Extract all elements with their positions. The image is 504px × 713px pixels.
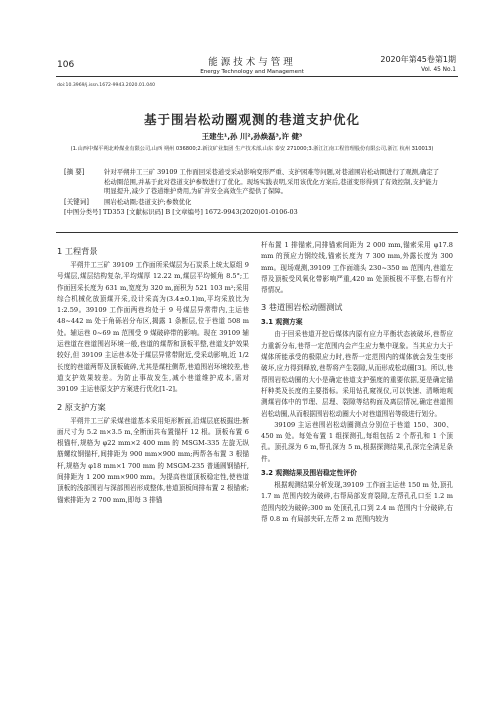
paragraph: 平朔井工三矿采煤巷道基本采用矩形断面,沿煤层底板掘进;断面尺寸为 5.2 m×3.5 m,全断面共布置锚杆 12 根。顶板布置 6 根锚杆,规格为 φ22 mm×2 400 mm 的 MSGM-335 左旋无纵筋螺纹钢锚杆,间排距为 900 mm×900 mm;两帮各布置 3 根锚杆,规格为 φ18 mm×1 700 mm 的 MSGM-235 普通圆钢锚杆,间排距为 1 200 mm×900 mm。为提高巷道顶板稳定性,使巷道顶板的浅部围岩与深部围岩形成整体,巷道顶板间排布置 2 根锚索;锚索排距为 2 700 mm,即每 3 排锚 bbox=[57, 416, 249, 504]
journal-name-en: Energy Technology and Management bbox=[200, 69, 304, 75]
paragraph: 平朔井工三矿 39109 工作面所采煤层为石炭系上统太原组 9 号煤层,煤层结构复杂,平均煤厚 12.22 m,煤层平均倾角 8.5°;工作面回采长度为 631 m,宽度为 320 m,面积为 521 103 m²;采用综合机械化放顶煤开采,设计采高为(3.4±0.1)m,平均采放比为 1:2.59。39109 工作面两巷均处于 9 号煤层异常带内,主运巷 48~442 m 处于角砾岩分布区,揭露 1 条断层,位于巷道 508 m 处。辅运巷 0~69 m 范围受 9 煤破碎带的影响。现在 39109 辅运巷道在巷道围岩环境一般,巷道的煤帮和顶板平整,巷道支护效果较好,但 39109 主运巷本处于煤层异常带附近,受采动影响,近 1/2 长度的巷道两帮及顶板破碎,尤其是煤柱侧帮,巷道围岩环境较差,巷道支护效果较差。为防止事故发生,减小巷道维护成本,需对 39109 主运巷原支护方案进行优化[1-2]。 bbox=[57, 261, 249, 394]
abstract-text: 针对平朔井工三矿 39109 工作面回采巷道受采动影响变形严重、支护困难等问题,对巷道围岩松动圈进行了观测,确定了松动圈范围,并基于此对巷道支护参数进行了优化。现场实践表明,采用该优化方案后,巷道变形得到了有效控制,支护能力明显提升,减少了巷道维护费用,为矿井安全高效生产提供了保障。 bbox=[104, 168, 440, 196]
body-divider bbox=[56, 232, 458, 233]
doi: doi:10.3969/j.issn.1672-9943.2020.01.040 bbox=[57, 83, 155, 88]
left-column bbox=[57, 240, 249, 506]
keywords-text: 围岩松动圈;巷道支护;参数优化 bbox=[104, 197, 192, 206]
issue-info bbox=[380, 54, 456, 73]
journal-name-cn: 能源技术与管理 bbox=[208, 57, 296, 68]
abstract-label: [摘 要] bbox=[64, 168, 85, 176]
issue-en: Vol. 45 No.1 bbox=[421, 67, 456, 73]
section-heading: 3 巷道围岩松动圈测试 bbox=[261, 302, 343, 313]
article-affiliations: (1.山西中煤平朔北岭煤业有限公司,山西 朔州 036800;2.新汶矿业集团 生产技术部,山东 泰安 271000;3.浙江江南工程管理股份有限公司,浙江 杭州 310013) bbox=[70, 146, 434, 152]
article-authors: 王建生¹,孙 川²,孙焕磊³,许 健³ bbox=[201, 132, 303, 141]
right-column bbox=[261, 240, 453, 525]
section-heading: 2 原支护方案 bbox=[57, 401, 106, 412]
classification-line: [中图分类号] TD353 [文献标识码] B [文章编号] 1672-9943(2020)01-0106-03 bbox=[64, 208, 298, 217]
subsection-heading: 3.2 观测结果及围岩稳定性评价 bbox=[261, 469, 357, 478]
page-number: 106 bbox=[57, 60, 75, 70]
abstract-block bbox=[64, 168, 444, 218]
paragraph: 根据观测结果分析发现,39109 工作面主运巷 150 m 处,顶孔 1.7 m 范围内较为破碎,右帮局部发育裂隙,左帮孔孔口至 1.2 m 范围内较为破碎;300 m 处顶孔孔口到 2.4 m 范围内十分破碎,右帮 0.8 m 有局部夹矸,左帮 2 m 范围内较为 bbox=[261, 481, 453, 523]
paragraph: 杆布置 1 排锚索,同排锚索间距为 2 000 mm,锚索采用 φ17.8 mm 的预应力钢绞线,锚索长度为 7 300 mm,外露长度为 300 mm。现场观测,39109 工作面端头 230~350 m 范围内,巷道左帮及顶板受风氧化带影响严重,420 m 处顶板极不平整,右帮有片帮情况。 bbox=[261, 241, 453, 295]
header-divider bbox=[56, 76, 458, 77]
keywords-label: [关键词] bbox=[64, 197, 89, 206]
section-heading: 1 工程背景 bbox=[57, 246, 98, 256]
article-title: 基于围岩松动圈观测的巷道支护优化 bbox=[143, 112, 360, 127]
issue-cn: 2020年第45卷第1期 bbox=[380, 55, 456, 64]
paragraph: 39109 主运巷围岩松动圈测点分别位于巷道 150、300、450 m 处。每处布置 1 组探测孔,每组包括 2 个帮孔和 1 个顶孔。顶孔深为 6 m,帮孔深为 5 m,根据探测结果,孔深完全满足条件。 bbox=[261, 420, 453, 463]
paragraph: 由于回采巷道开挖后煤体内原有应力平衡状态被破坏,巷帮应力重新分布,巷帮一定范围内会产生应力集中现象。当其应力大于煤体所能承受的极限应力时,巷帮一定范围内的煤体就会发生变形破坏,应力得到释放,巷帮将产生裂隙,从而形成松动圈[3]。所以,巷帮围岩松动圈的大小是确定巷道支护强度的重要依据,更是确定锚杆种类及长度的主要指标。采用钻孔窥视仪,可以快速、清晰地观测煤岩体中的节理、层理、裂隙等结构面及离层情况,确定巷道围岩松动圈,从而根据围岩松动圈大小对巷道围岩等级进行划分。 bbox=[261, 330, 453, 418]
subsection-heading: 3.1 观测方案 bbox=[261, 318, 303, 327]
